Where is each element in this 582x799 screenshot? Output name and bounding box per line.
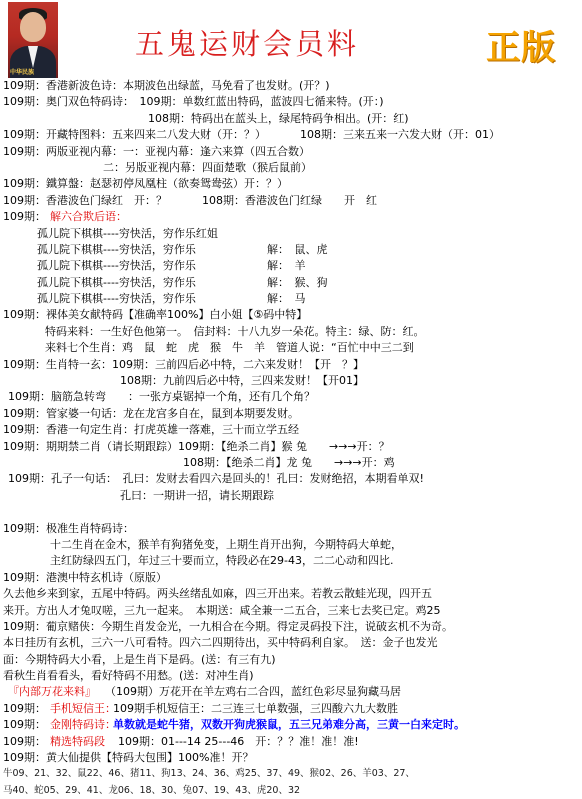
text-segment: 109期：期期禁二肖（请长期跟踪）109期：【绝杀二肖】猴 兔 →→→开：？ <box>3 439 390 453</box>
text-segment: 来开。方出人才兔叹嗟，三九一起来。 本期送：咸全兼一二五合，三来七去奖已定。鸡25 <box>3 603 441 617</box>
text-segment: 109期手机短信王：二三连三七单数强，三四酸六九大数胜 <box>113 701 398 715</box>
text-segment: 孤儿院下棋棋----穷快活，穷作乐 <box>37 259 196 273</box>
text-segment: 特码来料：一生好色他第一。 信封料：十八九岁一朵花。特主：绿、防：红。 <box>45 324 425 338</box>
text-segment: 109期：开藏特图料：五来四来二八发大财（开：？） <box>3 128 266 142</box>
text-segment: 马40、蛇05、29、41、龙06、18、30、兔07、19、43、虎20、32 <box>3 784 301 796</box>
text-segment: （109期）万花开在羊左鸡右二合四，蓝红色彩尽显狗藏马居 <box>105 685 401 699</box>
text-line <box>0 111 582 127</box>
text-line <box>0 586 582 602</box>
text-segment: 二：另版亚视内幕：四面楚歌（猴后鼠前） <box>103 160 312 174</box>
text-line <box>0 144 582 160</box>
author-photo <box>8 2 58 78</box>
text-segment: 109期：01---14 25---46 开：？？准！准！准! <box>118 734 359 748</box>
text-line <box>0 455 582 471</box>
text-segment: 108期：【绝杀二肖】龙 兔 →→→开：鸡 <box>183 455 395 469</box>
text-segment: 来料七个生肖：鸡 鼠 蛇 虎 猴 牛 羊 管道人说：“百忙中中三二到 <box>45 341 414 355</box>
text-line <box>0 766 582 782</box>
text-segment: 109期：香港一句定生肖：打虎英雄一落难，三十而立学五经 <box>3 423 299 437</box>
photo-logo: 中华民族 <box>10 69 35 76</box>
text-line <box>0 94 582 110</box>
text-line <box>0 504 582 520</box>
text-segment: 解： 羊 <box>267 259 306 273</box>
text-line <box>0 307 582 323</box>
text-line <box>0 537 582 553</box>
text-segment: 109期：港澳中特玄机诗（原版） <box>3 570 167 584</box>
text-line <box>0 226 582 242</box>
text-line <box>0 258 582 274</box>
text-segment: 解： 马 <box>267 292 306 306</box>
text-line <box>0 176 582 192</box>
text-line <box>0 406 582 422</box>
text-line <box>0 471 582 487</box>
text-segment: 108期：三来五来一六发大财（开：01） <box>300 128 500 142</box>
document-body <box>0 78 582 799</box>
page-title: 五鬼运财会员料 <box>135 27 360 61</box>
text-line <box>0 160 582 176</box>
text-line <box>0 701 582 717</box>
text-line <box>0 324 582 340</box>
text-segment: 109期： <box>3 210 46 224</box>
text-line <box>0 488 582 504</box>
text-segment: 108期：九前四后必中特，三四来发财！【开01】 <box>120 374 364 388</box>
text-segment: 孤儿院下棋棋----穷快活，穷作乐 <box>37 292 196 306</box>
text-segment: 109期：裸体美女献特码【准确率100%】白小姐【⑤码中特】 <box>3 308 308 322</box>
text-line <box>0 619 582 635</box>
text-segment: 孔曰：一期讲一招，请长期跟踪 <box>120 488 274 502</box>
text-line <box>0 389 582 405</box>
text-segment: 109期： <box>3 718 46 732</box>
text-segment: 单数就是蛇牛猪，双数开狗虎猴鼠，五三兄弟难分高，三黄一白来定时。 <box>113 718 465 732</box>
text-line <box>0 734 582 750</box>
text-line <box>0 439 582 455</box>
text-segment: 牛09、21、32、鼠22、46、猪11、狗13、24、36、鸡25、37、49、猴02、26、羊03、27、 <box>3 768 415 780</box>
text-segment: 109期：葡京赌侠：今期生肖发金光，一九相合在今期。得定灵码投下注，说破玄机不为奇。 <box>3 619 453 633</box>
text-segment: 109期： <box>3 701 46 715</box>
text-segment: 『内部万花来料』 <box>8 685 96 699</box>
text-segment: 109期：两版亚视内幕：一：亚视内幕：逢六来算（四五合数） <box>3 144 310 158</box>
text-segment: 手机短信王： <box>50 701 116 715</box>
text-line <box>0 521 582 537</box>
text-segment: 109期：极准生肖特码诗： <box>3 521 134 535</box>
text-line <box>0 373 582 389</box>
text-segment: 解： 猴、狗 <box>267 275 328 289</box>
text-line <box>0 340 582 356</box>
text-line <box>0 291 582 307</box>
text-line <box>0 635 582 651</box>
text-segment: 久去他乡来到家，五尾中特码。两头丝绪乱如麻，四三开出来。若教云散蛙光现，四开五 <box>3 587 432 601</box>
text-segment: 108期：特码出在蓝头上，绿尾特码争相出。(开：红) <box>148 111 409 125</box>
text-segment: 109期：生肖特一玄：109期：三前四后必中特，二六来发财！【开 ？】 <box>3 357 364 371</box>
text-line <box>0 750 582 766</box>
text-segment: 109期：孔子一句话： 孔曰：发财去看四六是回头的！孔曰：发财绝招，本期看单双! <box>8 472 424 486</box>
text-segment: 精选特码段 <box>50 734 105 748</box>
text-segment: 金刚特码诗： <box>50 718 116 732</box>
text-segment: 109期：香港波色门绿红 开：？ <box>3 193 167 207</box>
text-line <box>0 422 582 438</box>
text-segment: 109期：黄大仙提供【特码大包围】100%准！开？ <box>3 751 254 765</box>
text-line <box>0 209 582 225</box>
text-segment: 主红防绿四五门，年过三十要而立，特段必在29-43，二二心动和四比. <box>50 554 394 568</box>
text-segment: 解六合欺后语： <box>50 210 127 224</box>
text-line <box>0 668 582 684</box>
text-line <box>0 553 582 569</box>
text-line <box>0 684 582 700</box>
text-line <box>0 127 582 143</box>
text-segment: 孤儿院下棋棋----穷快活，穷作乐 <box>37 275 196 289</box>
text-line <box>0 357 582 373</box>
text-segment: 109期：鐵算盤：赵瑟初停凤凰柱（欲奏鸳鸯弦）开：？） <box>3 177 288 191</box>
photo-face <box>20 12 46 42</box>
text-line <box>0 717 582 733</box>
genuine-badge: 正版 <box>486 28 556 68</box>
text-line <box>0 275 582 291</box>
page-header <box>0 0 582 80</box>
text-line <box>0 570 582 586</box>
text-segment: 109期：管家婆一句话：龙在龙宫多自在，鼠到本期要发财。 <box>3 406 299 420</box>
text-segment: 十二生肖在金木，猴羊有狗猪免变，上期生肖开出狗，今期特码大单蛇， <box>50 537 402 551</box>
text-segment: 109期：香港新波色诗：本期波色出绿蓝，马免看了也发财。(开？) <box>3 79 330 92</box>
text-segment: 本日挂历有玄机，三六一八可看特。四六二四期待出，买中特码利自家。 送：金子也发光 <box>3 636 438 650</box>
text-segment: 孤儿院下棋棋----穷快活，穷作乐红姐 <box>37 226 218 240</box>
text-line <box>0 652 582 668</box>
text-segment: 孤儿院下棋棋----穷快活，穷作乐 <box>37 242 196 256</box>
text-line <box>0 242 582 258</box>
text-segment: 109期： <box>3 734 46 748</box>
text-segment: 109期：脑筋急转弯 ：一张方桌锯掉一个角，还有几个角？ <box>8 390 315 404</box>
text-line <box>0 193 582 209</box>
text-segment: 108期：香港波色门红绿 开 红 <box>202 193 377 207</box>
text-segment: 面：今期特码大小看，上是生肖下是码。(送：有三有九) <box>3 652 276 666</box>
text-line <box>0 783 582 799</box>
text-segment: 解： 鼠、虎 <box>267 242 328 256</box>
text-line <box>0 603 582 619</box>
text-line <box>0 78 582 94</box>
text-segment: 109期：奥门双色特码诗： 109期：单数红蓝出特码，蓝波四七循来特。(开：) <box>3 95 384 109</box>
text-segment: 看秋生肖看看头，看好特码不用愁。(送：对冲生肖) <box>3 669 254 683</box>
